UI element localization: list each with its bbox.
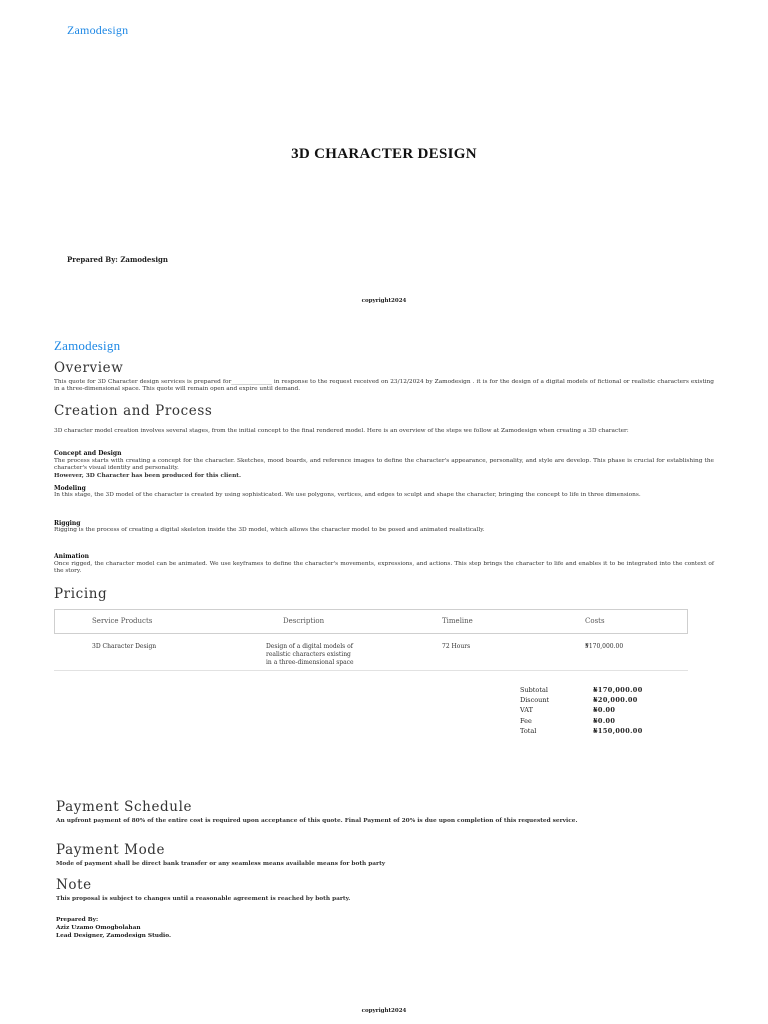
payment-schedule-text: An upfront payment of 80% of the entire cost is required upon acceptance of this quote. Final Payment of 20% is due upon completion of this requested service. (56, 818, 578, 824)
payment-schedule-heading: Payment Schedule (56, 799, 193, 815)
table-divider (54, 670, 688, 671)
totals-values (593, 685, 643, 736)
cover-logo: Zamodesign (67, 23, 129, 37)
table-cell-product: 3D Character Design (92, 643, 157, 650)
description-line: in a three-dimensional space (266, 659, 354, 666)
page-copyright: copyright2024 (361, 1008, 407, 1014)
signature-label: Prepared By: (56, 917, 99, 923)
table-cell-cost: ₦170,000.00 (585, 643, 624, 650)
step-title: Rigging (54, 520, 81, 527)
signature-role: Lead Designer, Zamodesign Studio. (56, 932, 171, 939)
note-heading: Note (56, 877, 92, 893)
totals-value: ₦0.00 (593, 706, 616, 715)
payment-mode-text: Mode of payment shall be direct bank transfer or any seamless means available means for both party (56, 861, 386, 867)
payment-mode-heading: Payment Mode (56, 842, 166, 858)
signature-name: Aziz Uzamo Omogbolahan (56, 924, 141, 931)
totals-value: ₦150,000.00 (593, 726, 643, 735)
totals-labels (520, 685, 549, 736)
step-title: Concept and Design (54, 450, 122, 457)
cover-prepared-by: Prepared By: Zamodesign (67, 255, 168, 264)
page-logo: Zamodesign (54, 338, 121, 353)
overview-text: This quote for 3D Character design services is prepared for______________ in response to the request received on 23/12/2024 by Zamodesign . it is for the design of a digital models of fictional or realistic characters existing in a three-dimensional space. This quote will remain open and expire until demand. (54, 379, 714, 393)
description-line: realistic characters existing (266, 651, 351, 658)
description-line: Design of a digital models of (266, 643, 353, 650)
totals-value: ₦0.00 (593, 716, 616, 725)
table-cell-description (266, 643, 354, 667)
totals-label: Fee (520, 716, 532, 725)
column-header: Description (283, 617, 325, 625)
step-text: Once rigged, the character model can be animated. We use keyframes to define the character's movements, expressions, and actions. This step brings the character to life and enables it to be integrated into the context of the story. (54, 561, 714, 575)
step-text: The process starts with creating a concept for the character. Sketches, mood boards, and reference images to define the character's appearance, personality, and style are develop. This phase is crucial for establishing the character's visual identity and personality. (54, 458, 714, 472)
step-title: Modeling (54, 485, 86, 492)
creation-heading: Creation and Process (54, 403, 213, 419)
totals-label: Subtotal (520, 686, 548, 694)
step-note: However, 3D Character has been produced for this client. (54, 473, 241, 479)
note-text: This proposal is subject to changes until a reasonable agreement is reached by both party. (56, 896, 351, 902)
step-text: Rigging is the process of creating a digital skeleton inside the 3D model, which allows the character model to be posed and animated realistically. (54, 527, 485, 533)
pricing-heading: Pricing (54, 586, 108, 602)
totals-label: VAT (520, 706, 533, 715)
totals-label: Total (520, 726, 537, 735)
cover-copyright: copyright2024 (361, 298, 407, 304)
step-title: Animation (54, 553, 89, 560)
step-text: In this stage, the 3D model of the character is created by using sophisticated. We use polygons, vertices, and edges to sculpt and shape the character, bringing the concept to life in three dimensions. (54, 492, 641, 498)
overview-heading: Overview (54, 360, 124, 376)
cover-title: 3D CHARACTER DESIGN (291, 146, 477, 162)
creation-intro: 3D character model creation involves several stages, from the initial concept to the final rendered model. Here is an overview of the steps we follow at Zamodesign when creating a 3D character: (54, 428, 629, 434)
totals-label: Discount (520, 696, 550, 705)
totals-value: ₦170,000.00 (593, 686, 643, 694)
totals-value: ₦20,000.00 (593, 696, 638, 705)
table-cell-timeline: 72 Hours (442, 643, 471, 650)
signature-block (56, 917, 171, 940)
column-header: Costs (585, 617, 605, 625)
column-header: Service Products (92, 617, 153, 625)
column-header: Timeline (442, 617, 473, 625)
